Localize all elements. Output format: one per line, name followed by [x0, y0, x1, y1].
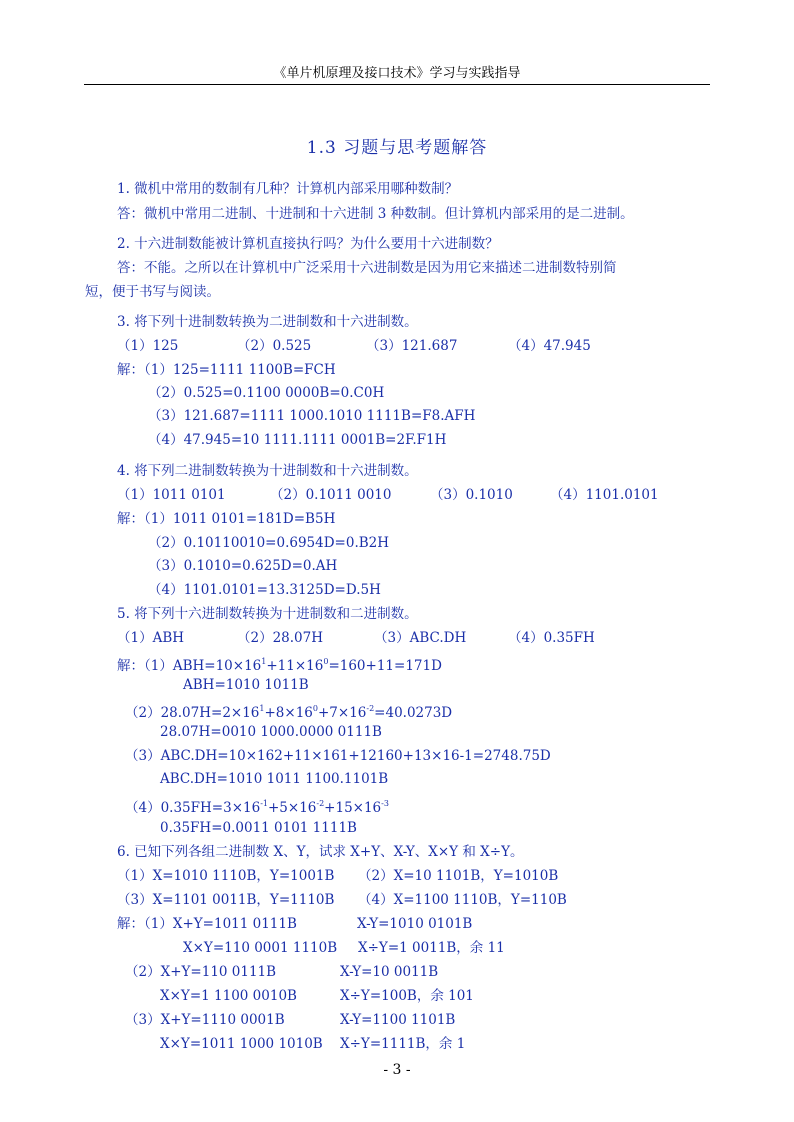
q3-solution-3: （3）121.687=1111 1000.1010 1111B=F8.AFH: [148, 408, 476, 424]
page-number: - 3 -: [383, 1062, 411, 1078]
q3-item-3: （3）121.687: [366, 338, 458, 354]
q6-sol-3-div: X÷Y=1111B，余 1: [340, 1036, 466, 1052]
q6-sol-2-mul: X×Y=1 1100 0010B: [160, 988, 297, 1004]
q4-solution-1: 解：（1）1011 0101=181D=B5H: [117, 511, 336, 527]
q4-item-1: （1）1011 0101: [117, 487, 226, 503]
q5-item-4: （4）0.35FH: [508, 630, 595, 646]
q6-sol-2-sub: X-Y=10 0011B: [340, 964, 439, 980]
question-2: 2. 十六进制数能被计算机直接执行吗？为什么要用十六进制数？: [117, 236, 499, 252]
q4-item-4: （4）1101.0101: [550, 487, 659, 503]
q4-item-2: （2）0.1011 0010: [270, 487, 392, 503]
q6-item-2: （2）X=10 1101B，Y=1010B: [358, 868, 559, 884]
q6-sol-3-add: （3）X+Y=1110 0001B: [125, 1012, 285, 1028]
q3-item-1: （1）125: [117, 338, 179, 354]
q6-sol-1-mul: X×Y=110 0001 1110B: [183, 940, 338, 956]
q5-solution-1: 解：$(1)ABH=10\times 16^1+11\times 16^0=160+11=171D$: [117, 657, 442, 674]
answer-2-line-1: 答：不能。之所以在计算机中广泛采用十六进制数是因为用它来描述二进制数特别简: [117, 260, 617, 276]
q5-solution-4: $(4)0.35FH=3\times 16^{-1}+5\times 16^{-2}+15\times 16^{-3}$: [125, 799, 389, 816]
q3-item-4: （4）47.945: [508, 338, 591, 354]
q4-item-3: （3）0.1010: [430, 487, 513, 503]
q6-item-1: （1）X=1010 1110B，Y=1001B: [117, 868, 335, 884]
q3-solution-4: （4）47.945=10 1111.1111 0001B=2F.F1H: [148, 432, 447, 448]
q5-item-2: （2）28.07H: [237, 630, 324, 646]
header-title: 《单片机原理及接口技术》学习与实践指导: [273, 66, 521, 81]
q3-solution-1: 解：（1）125=1111 1100B=FCH: [117, 362, 336, 378]
q5-item-1: （1）ABH: [117, 630, 185, 646]
q5-solution-4-binary: 0.35FH=0.0011 0101 1111B: [160, 820, 357, 836]
q6-sol-2-div: X÷Y=100B，余 101: [340, 988, 474, 1004]
question-4: 4. 将下列二进制数转换为十进制数和十六进制数。: [117, 463, 418, 479]
q6-item-3: （3）X=1101 0011B，Y=1110B: [117, 892, 335, 908]
q5-solution-1-binary: ABH=1010 1011B: [183, 677, 309, 693]
q6-sol-3-sub: X-Y=1100 1101B: [340, 1012, 456, 1028]
q4-solution-3: （3）0.1010=0.625D=0.AH: [148, 558, 338, 574]
section-title: 1.3 习题与思考题解答: [306, 138, 488, 158]
q6-sol-1-sub: X-Y=1010 0101B: [357, 916, 473, 932]
q5-solution-2-binary: 28.07H=0010 1000.0000 0111B: [160, 724, 382, 740]
q4-solution-4: （4）1101.0101=13.3125D=D.5H: [148, 582, 381, 598]
q5-solution-2: $(2)28.07H=2\times 16^1+8\times 16^0+7\times 16^{-2}=40.0273D$: [125, 704, 453, 721]
question-3: 3. 将下列十进制数转换为二进制数和十六进制数。: [117, 314, 418, 330]
question-6: 6. 已知下列各组二进制数 X、Y，试求 X+Y、X-Y、X×Y 和 X÷Y。: [117, 844, 524, 860]
header-rule: [84, 84, 710, 85]
q5-item-3: （3）ABC.DH: [374, 630, 467, 646]
q5-solution-3-binary: ABC.DH=1010 1011 1100.1101B: [160, 771, 389, 787]
q4-solution-2: （2）0.10110010=0.6954D=0.B2H: [148, 535, 390, 551]
q6-sol-2-add: （2）X+Y=110 0111B: [125, 964, 277, 980]
q6-sol-3-mul: X×Y=1011 1000 1010B: [160, 1036, 323, 1052]
q3-solution-2: （2）0.525=0.1100 0000B=0.C0H: [148, 385, 385, 401]
q6-sol-1-div: X÷Y=1 0011B，余 11: [358, 940, 505, 956]
q3-item-2: （2）0.525: [237, 338, 312, 354]
q6-item-4: （4）X=1100 1110B，Y=110B: [358, 892, 567, 908]
question-1: 1. 微机中常用的数制有几种？计算机内部采用哪种数制？: [117, 181, 459, 197]
q5-solution-3: （3）ABC.DH=10×162+11×161+12160+13×16-1=2748.75D: [125, 748, 551, 764]
answer-2-line-2: 短，便于书写与阅读。: [85, 284, 220, 300]
answer-1: 答：微机中常用二进制、十进制和十六进制 3 种数制。但计算机内部采用的是二进制。: [117, 206, 634, 222]
question-5: 5. 将下列十六进制数转换为十进制数和二进制数。: [117, 606, 418, 622]
q6-sol-1-add: 解：（1）X+Y=1011 0111B: [117, 916, 297, 932]
